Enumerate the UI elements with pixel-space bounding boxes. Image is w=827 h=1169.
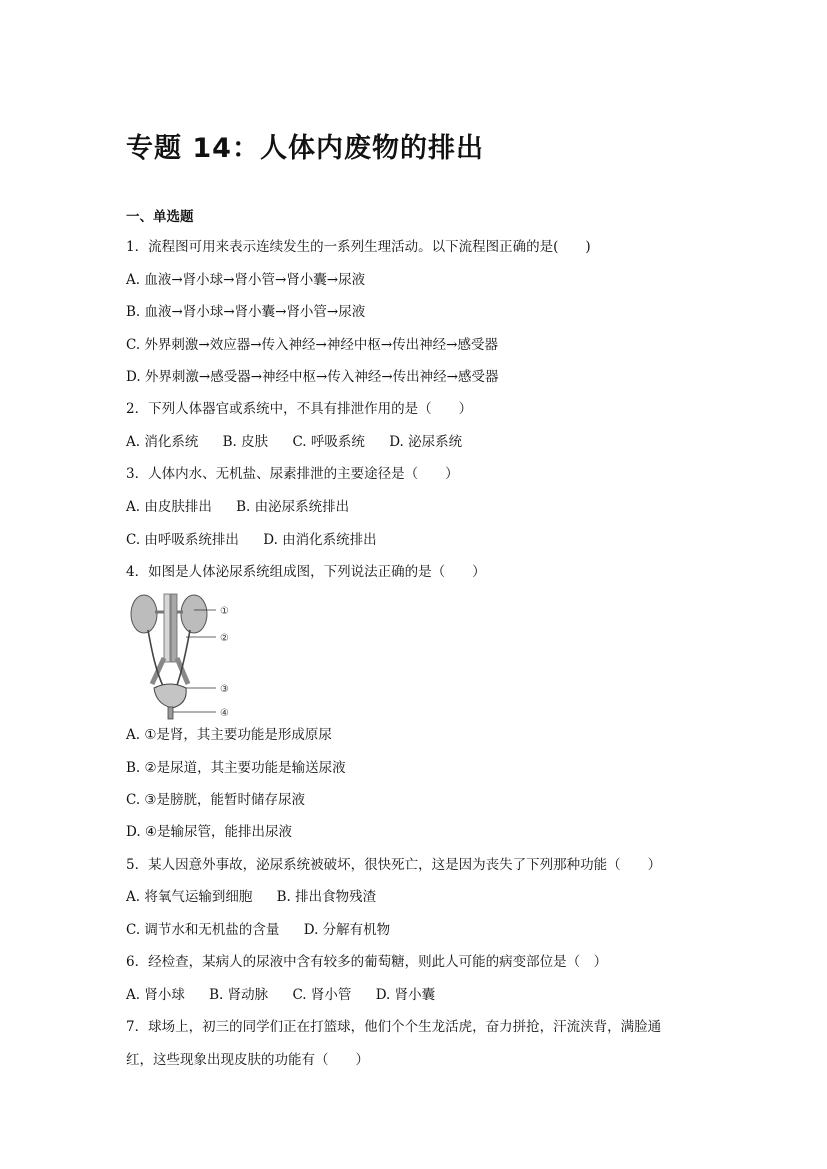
q5-options-row2 [126, 920, 410, 940]
vena-cava [171, 594, 177, 662]
q4-option-b: B. ②是尿道，其主要功能是输送尿液 [126, 760, 346, 776]
q6-option-d: D. 肾小囊 [375, 987, 436, 1003]
q3-options-row1 [126, 497, 369, 517]
q3-option-a: A. 由皮肤排出 [126, 499, 212, 515]
q6-option-b: B. 肾动脉 [209, 987, 269, 1003]
q2-stem: 2．下列人体器官或系统中，不具有排泄作用的是（ ） [126, 401, 473, 417]
urinary-system-figure [126, 592, 246, 720]
page-title: 专题 14：人体内废物的排出 [126, 133, 484, 164]
section-heading: 一、单选题 [126, 209, 194, 225]
q6-stem: 6．经检查，某病人的尿液中含有较多的葡萄糖，则此人可能的病变部位是（ ） [126, 954, 608, 970]
q4-option-c: C. ③是膀胱，能暂时储存尿液 [126, 792, 306, 808]
right-kidney [181, 595, 207, 633]
q3-stem: 3．人体内水、无机盐、尿素排泄的主要途径是（ ） [126, 466, 459, 482]
figure-label-3: ③ [220, 684, 229, 695]
q4-option-d: D. ④是输尿管，能排出尿液 [126, 824, 293, 840]
q1-stem: 1．流程图可用来表示连续发生的一系列生理活动。以下流程图正确的是( ) [126, 239, 591, 255]
q5-option-c: C. 调节水和无机盐的含量 [126, 922, 280, 938]
q3-option-d: D. 由消化系统排出 [263, 532, 377, 548]
q5-options-row1 [126, 887, 396, 907]
q3-options-row2 [126, 530, 397, 550]
aorta [164, 594, 170, 662]
figure-label-4: ④ [220, 708, 229, 719]
figure-label-2: ② [220, 633, 229, 644]
q6-options [126, 985, 455, 1005]
q5-stem: 5．某人因意外事故，泌尿系统被破坏，很快死亡，这是因为丧失了下列那种功能（ ） [126, 857, 662, 873]
q5-option-a: A. 将氧气运输到细胞 [126, 889, 253, 905]
q1-option-a: A. 血液→肾小球→肾小管→肾小囊→尿液 [126, 272, 366, 288]
q1-option-b: B. 血液→肾小球→肾小囊→肾小管→尿液 [126, 304, 366, 320]
q1-option-c: C. 外界刺激→效应器→传入神经→神经中枢→传出神经→感受器 [126, 337, 498, 353]
q5-option-b: B. 排出食物残渣 [276, 889, 377, 905]
q7-stem-line2: 红，这些现象出现皮肤的功能有（ ） [126, 1052, 369, 1068]
q3-option-b: B. 由泌尿系统排出 [236, 499, 350, 515]
figure-label-1: ① [220, 606, 229, 617]
q5-option-d: D. 分解有机物 [303, 922, 391, 938]
q1-option-d: D. 外界刺激→感受器→神经中枢→传入神经→传出神经→感受器 [126, 369, 499, 385]
q6-option-c: C. 肾小管 [292, 987, 352, 1003]
left-kidney [131, 595, 157, 633]
urethra [168, 707, 173, 719]
q2-options [126, 432, 482, 452]
q2-option-a: A. 消化系统 [126, 434, 199, 450]
q7-stem-line1: 7．球场上，初三的同学们正在打篮球，他们个个生龙活虎，奋力拼抢，汗流浃背，满脸通 [126, 1019, 662, 1035]
q2-option-c: C. 呼吸系统 [292, 434, 365, 450]
q2-option-d: D. 泌尿系统 [389, 434, 463, 450]
q3-option-c: C. 由呼吸系统排出 [126, 532, 239, 548]
q6-option-a: A. 肾小球 [126, 987, 185, 1003]
q4-option-a: A. ①是肾，其主要功能是形成原尿 [126, 727, 332, 743]
bladder [154, 684, 186, 708]
q2-option-b: B. 皮肤 [222, 434, 269, 450]
q4-stem: 4．如图是人体泌尿系统组成图，下列说法正确的是（ ） [126, 564, 486, 580]
